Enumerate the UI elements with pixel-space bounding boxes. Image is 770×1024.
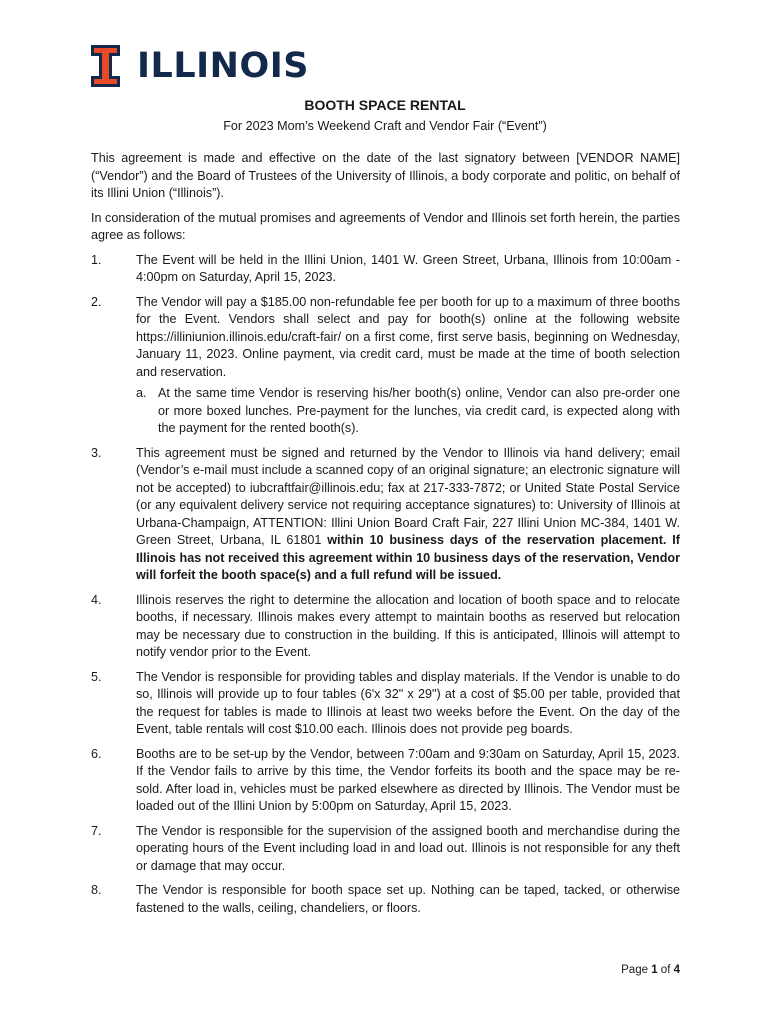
page-of: of [657, 964, 674, 976]
term-text: The Event will be held in the Illini Union, 1401 W. Green Street, Urbana, Illinois from 10:00am - 4:00pm on Saturday, April 15, 2023. [136, 252, 680, 284]
term-number: 2. [91, 294, 102, 309]
term-text: Illinois reserves the right to determine the allocation and location of booth space and to relocate booths, if necessary. Illinois makes every attempt to maintain booths as reserved but relocation may be necessary due to construction in the building. If this is anticipated, Illinois will attempt to notify vendor prior to the Event. [136, 592, 680, 659]
term-item [91, 882, 680, 917]
sub-term-item [136, 385, 680, 438]
term-item [91, 445, 680, 585]
term-content [136, 445, 680, 585]
sub-term-text: At the same time Vendor is reserving his/her booth(s) online, Vendor can also pre-order one or more boxed lunches. Pre-payment for the lunches, via credit card, is expected along with the payment for the rented booth(s). [158, 386, 680, 435]
logo-wordmark: ILLINOIS [137, 46, 309, 86]
document-title: BOOTH SPACE RENTAL [304, 97, 466, 113]
term-text: This agreement must be signed and returned by the Vendor to Illinois via hand delivery; email (Vendor’s e-mail must include a scanned copy of an original signature; an electronic signature will not be accepted) to iubcraftfair@illinois.edu; fax at 217-333-7872; or United State Postal Service (or any equivalent delivery service not requiring acceptance signatures) to: University of Illinois at Urbana-Champaign, ATTENTION: Illini Union Board Craft Fair, 227 Illini Union MC-384, 1401 W. Green Street, Urbana, IL 61801 [136, 445, 680, 547]
term-number: 6. [91, 746, 102, 761]
term-item [91, 294, 680, 438]
term-item [91, 592, 680, 662]
term-text: The Vendor is responsible for the supervision of the assigned booth and merchandise during the operating hours of the Event including load in and load out. Illinois is not responsible for any theft or damage that may occur. [136, 823, 680, 873]
term-item [91, 823, 680, 876]
term-item [91, 669, 680, 739]
term-text: The Vendor is responsible for providing tables and display materials. If the Vendor is unable to do so, Illinois will provide up to four tables (6'x 32" x 29") at a cost of $5.00 per table, provided that the request for tables is made to Illinois at least two weeks before the Event. On the day of the Event, table rentals will cost $10.00 each. Illinois does not provide peg boards. [136, 669, 680, 736]
term-item [91, 252, 680, 287]
term-content [136, 294, 680, 438]
term-bold-text: within 10 business days of the reservation placement. If Illinois has not received this agreement within 10 business days of the reservation, Vendor will forfeit the booth space(s) and a full refund will be issued. [136, 533, 680, 582]
intro-paragraph: This agreement is made and effective on the date of the last signatory between [VENDOR NAME] (“Vendor”) and the Board of Trustees of the University of Illinois, a body corporate and politic, on behalf of its Illini Union (“Illinois”). [91, 151, 680, 200]
term-number: 1. [91, 252, 102, 267]
document-body [91, 150, 680, 924]
term-text: The Vendor will pay a $185.00 non-refundable fee per booth for up to a maximum of three booths for the Event. Vendors shall select and pay for booth(s) online at the following website https://illiniunion.illinois.edu/craft-fair/ on a first come, first serve basis, beginning on Wednesday, January 11, 2023. Online payment, via credit card, must be made at the time of booth selection and reservation. [136, 294, 680, 379]
term-number: 8. [91, 883, 102, 897]
term-text: Booths are to be set-up by the Vendor, between 7:00am and 9:30am on Saturday, April 15, 2023. If the Vendor fails to arrive by this time, the Vendor forfeits its booth and the space may be re-sold. After load in, vehicles must be parked elsewhere as directed by Illinois. The Vendor must be loaded out of the Illini Union by 5:00pm on Saturday, April 15, 2023. [136, 746, 680, 813]
term-number: 5. [91, 669, 102, 684]
page-label: Page [621, 964, 652, 976]
illinois-logo [91, 45, 309, 87]
document-subtitle: For 2023 Mom’s Weekend Craft and Vendor Fair (“Event”) [223, 119, 547, 133]
page-total: 4 [673, 964, 680, 976]
block-i-icon [91, 45, 120, 87]
terms-list [91, 252, 680, 918]
page-current: 1 [651, 964, 658, 976]
term-number: 7. [91, 823, 102, 838]
term-text: The Vendor is responsible for booth space set up. Nothing can be taped, tacked, or otherwise fastened to the walls, ceiling, chandeliers, or floors. [136, 883, 680, 915]
consideration-paragraph: In consideration of the mutual promises and agreements of Vendor and Illinois set forth herein, the parties agree as follows: [91, 210, 680, 242]
sub-term-letter: a. [136, 386, 147, 400]
page-number [621, 962, 680, 978]
term-number: 3. [91, 445, 102, 460]
term-number: 4. [91, 592, 102, 607]
term-item [91, 746, 680, 816]
